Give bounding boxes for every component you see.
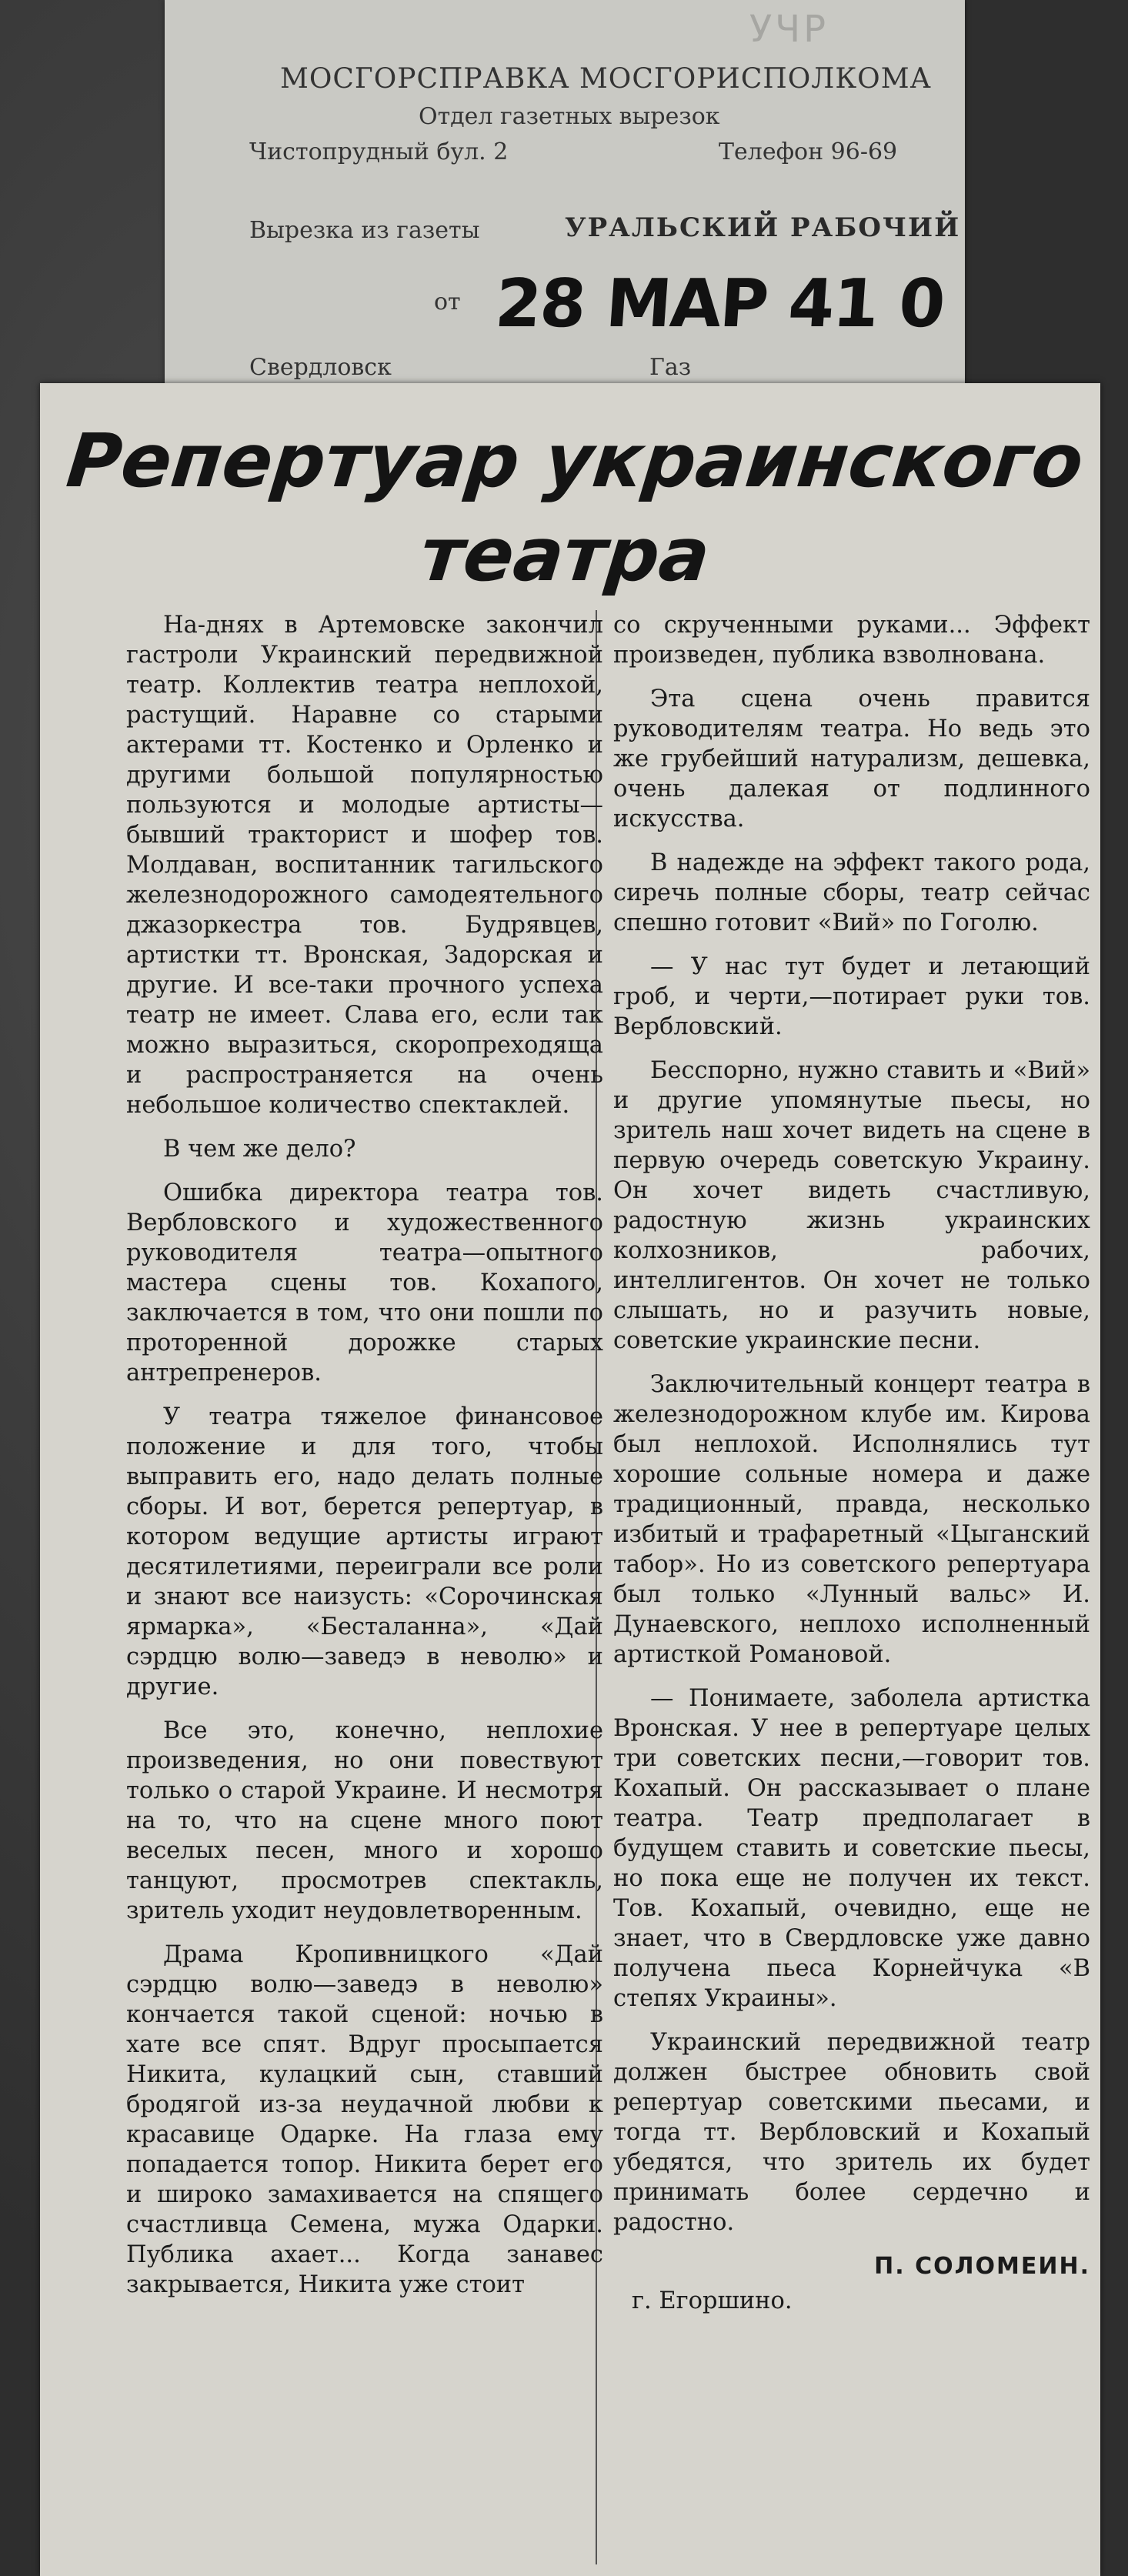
article-paragraph: В чем же дело? <box>163 1136 356 1163</box>
article-paragraph: — Понимаете, заболела артистка Вронская. У нее в репертуаре целых три советских песни,—говорит тов. Кохапый. Он рассказывает о плане театра. Театр предполагает в будущем ставить и советские пьесы, но пока еще не получен их текст. Тов. Кохапый, очевидно, еще не знает, что в Свердловске уже давно получена пьеса Корнейчука «В степях Украины». <box>613 1685 1090 2012</box>
article-title: Репертуар украинского театра <box>62 418 1088 598</box>
author-signature: П. СОЛОМЕИН. <box>874 2253 1090 2280</box>
article-paragraph: Драма Кропивницкого «Дай сэрдцю волю—заведэ в неволю» кончается такой сценой: ночью в хате все спят. Вдруг просыпается Никита, кулацкий сын, ставший бродягой из-за неудачной любви к красавице Одарке. На глаза ему попадается топор. Никита берет его и широко замахивается на спящего счастливца Семена, мужа Одарки. Публика ахает... Когда занавес закрывается, Никита уже стоит <box>126 1941 603 2298</box>
right-column <box>613 610 1090 2316</box>
article-paragraph: В надежде на эффект такого рода, сиречь полные сборы, театр сейчас спешно готовит «Вий» по Гоголю. <box>613 849 1090 936</box>
faint-stamp-mark: УЧР <box>749 8 829 51</box>
article-paragraph: Эта сцена очень правится руководителям театра. Но ведь это же грубейший натурализм, дешевка, очень далекая от подлинного искусства. <box>613 686 1090 833</box>
department-name: Отдел газетных вырезок <box>419 103 720 130</box>
article-paragraph: Ошибка директора театра тов. Вербловского и художественного руководителя театра—опытного мастера сцены тов. Кохапого, заключается в том, что они пошли по проторенной дорожке старых антрепренеров. <box>126 1180 603 1386</box>
article-paragraph: Заключительный концерт театра в железнодорожном клубе им. Кирова был неплохой. Исполнялись тут хорошие сольные номера и даже традиционный, правда, несколько избитый и трафаретный «Цыганский табор». Но из советского репертуара был только «Лунный вальс» И. Дунаевского, неплохо исполненный артисткой Романовой. <box>613 1371 1090 1668</box>
cut-label: Вырезка из газеты <box>249 217 480 244</box>
left-column <box>126 610 603 2314</box>
phone-number: Телефон 96-69 <box>719 138 898 165</box>
article-paragraph: У театра тяжелое финансовое положение и для того, чтобы выправить его, надо делать полные сборы. И вот, берется репертуар, в котором ведущие артисты играют десятилетиями, переиграли все роли и знают все наизусть: «Сорочинская ярмарка», «Бесталанна», «Дай сэрдцю волю—заведэ в неволю» и другие. <box>126 1403 603 1700</box>
organization-name: МОСГОРСПРАВКА МОСГОРИСПОЛКОМА <box>280 63 932 95</box>
address: Чистопрудный бул. 2 <box>249 138 509 165</box>
article-paragraph: — У нас тут будет и летающий гроб, и черти,—потирает руки тов. Верблoвский. <box>613 953 1090 1040</box>
newspaper-clipping <box>40 383 1100 2576</box>
city-name: Свердловск <box>249 354 392 381</box>
article-paragraph: Украинский передвижной театр должен быстрее обновить свой репертуар советскими пьесами, и тогда тт. Вербловский и Кохапый убедятся, что зритель их будет принимать более сердечно и радостно. <box>613 2029 1090 2236</box>
article-paragraph: Бесспорно, нужно ставить и «Вий» и другие упомянутые пьесы, но зритель наш хочет видеть на сцене в первую очередь советскую Украину. Он хочет видеть счастливую, радостную жизнь украинских колхозников, рабочих, интеллигентов. Он хочет не только слышать, но и разучить новые, советские украинские песни. <box>613 1057 1090 1354</box>
article-paragraph: со скрученными руками... Эффект произведен, публика взволнована. <box>613 612 1090 669</box>
article-paragraph: Все это, конечно, неплохие произведения, но они повествуют только о старой Украине. И несмотря на то, что на сцене много поют веселых песен, много и хорошо танцуют, просмотрев спектакль, зритель уходит неудовлетворенным. <box>126 1717 603 1924</box>
date-label: от <box>434 289 461 315</box>
newspaper-name: УРАЛЬСКИЙ РАБОЧИЙ <box>565 212 961 243</box>
clipping-service-slip <box>165 0 965 400</box>
city-tail: Газ <box>649 354 692 381</box>
article-paragraph: На-днях в Артемовске закончил гастроли Украинский передвижной театр. Коллектив театра неплохой, растущий. Наравне со старыми актерами тт. Костенко и Орленко и другими большой популярностью пользуются и молодые артисты—бывший тракторист и шофер тов. Молдаван, воспитанник тагильского железнодорожного самодеятельного джазоркестра тов. Будрявцев, артистки тт. Вронская, Задорская и другие. И все-таки прочного успеха театр не имеет. Слава его, если так можно выразиться, скоропреходяща и распространяется на очень небольшое количество спектаклей. <box>126 612 603 1119</box>
dateline-place: г. Егоршино. <box>632 2287 793 2314</box>
date-stamp: 28 МАР 41 0 <box>492 265 946 342</box>
